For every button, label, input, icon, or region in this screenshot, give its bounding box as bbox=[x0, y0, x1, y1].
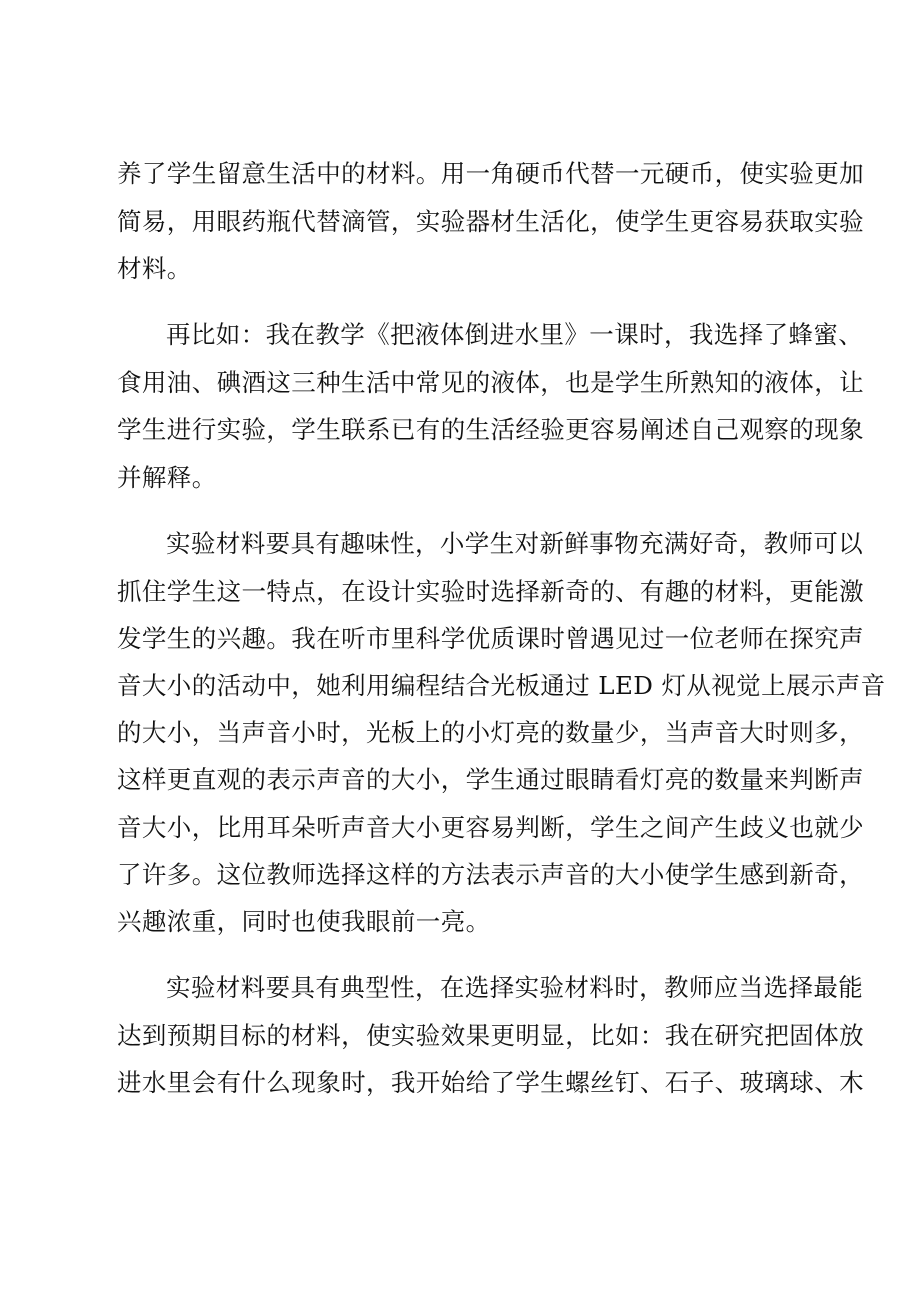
paragraph-3-line-6: 这样更直观的表示声音的大小，学生通过眼睛看灯亮的数量来判断声 bbox=[117, 765, 864, 794]
paragraph-2-line-3: 学生进行实验，学生联系已有的生活经验更容易阐述自己观察的现象 bbox=[117, 415, 864, 444]
paragraph-2-line-2: 食用油、碘酒这三种生活中常见的液体，也是学生所熟知的液体，让 bbox=[117, 368, 864, 397]
paragraph-3-line-1: 实验材料要具有趣味性，小学生对新鲜事物充满好奇，教师可以 bbox=[166, 529, 864, 558]
paragraph-3-line-4: 音大小的活动中，她利用编程结合光板通过 LED 灯从视觉上展示声音 bbox=[117, 671, 886, 700]
paragraph-1-line-3: 材料。 bbox=[117, 254, 192, 283]
paragraph-3-line-5: 的大小，当声音小时，光板上的小灯亮的数量少，当声音大时则多， bbox=[117, 718, 864, 747]
paragraph-1-line-1: 养了学生留意生活中的材料。用一角硬币代替一元硬币，使实验更加 bbox=[117, 159, 864, 188]
paragraph-3-line-2: 抓住学生这一特点，在设计实验时选择新奇的、有趣的材料，更能激 bbox=[117, 577, 864, 606]
paragraph-3-line-7: 音大小，比用耳朵听声音大小更容易判断，学生之间产生歧义也就少 bbox=[117, 813, 864, 842]
paragraph-2-line-4: 并解释。 bbox=[117, 463, 217, 492]
paragraph-1-line-2: 简易，用眼药瓶代替滴管，实验器材生活化，使学生更容易获取实验 bbox=[117, 207, 864, 236]
paragraph-4-line-3: 进水里会有什么现象时，我开始给了学生螺丝钉、石子、玻璃球、木 bbox=[117, 1068, 864, 1097]
paragraph-4-line-1: 实验材料要具有典型性，在选择实验材料时，教师应当选择最能 bbox=[166, 973, 864, 1002]
paragraph-4-line-2: 达到预期目标的材料，使实验效果更明显，比如：我在研究把固体放 bbox=[117, 1021, 864, 1050]
paragraph-3-line-9: 兴趣浓重，同时也使我眼前一亮。 bbox=[117, 907, 491, 936]
paragraph-2-line-1: 再比如：我在教学《把液体倒进水里》一课时，我选择了蜂蜜、 bbox=[166, 320, 864, 349]
paragraph-3-line-3: 发学生的兴趣。我在听市里科学优质课时曾遇见过一位老师在探究声 bbox=[117, 624, 864, 653]
paragraph-3-line-8: 了许多。这位教师选择这样的方法表示声音的大小使学生感到新奇， bbox=[117, 860, 864, 889]
